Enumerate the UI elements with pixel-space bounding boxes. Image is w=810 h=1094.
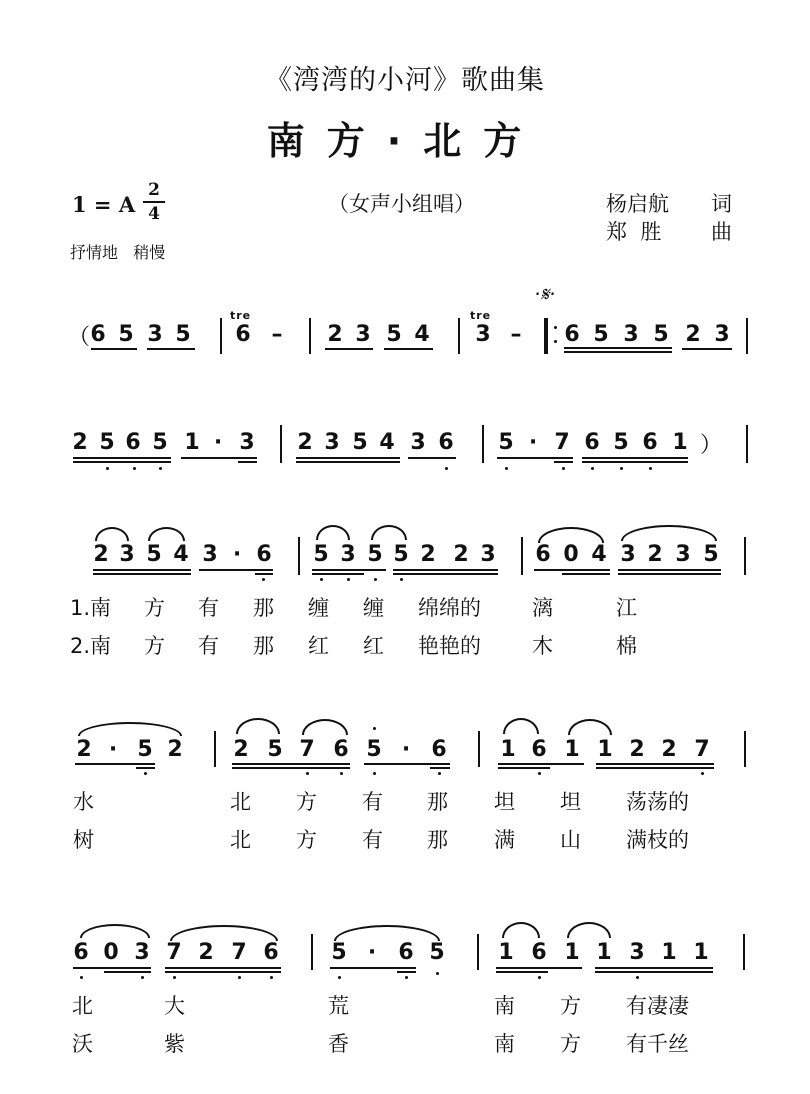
note: 6	[531, 737, 547, 762]
underline	[73, 461, 171, 463]
note: ·	[367, 940, 377, 965]
segno-icon: ·𝄋·	[534, 282, 556, 306]
note: 7	[166, 940, 182, 965]
note: 5	[613, 430, 629, 455]
note: 2	[685, 322, 701, 347]
underline	[595, 967, 713, 969]
low-octave-dot	[649, 467, 652, 470]
bar-line	[311, 934, 313, 970]
lyricist-name: 杨启航	[606, 192, 669, 216]
performance-note: （女声小组唱）	[328, 192, 475, 216]
underline	[554, 461, 573, 463]
underline	[582, 461, 688, 463]
underline	[232, 767, 350, 769]
slur	[568, 719, 612, 735]
note: 3	[480, 542, 496, 567]
note: 3	[475, 322, 491, 347]
time-signature	[143, 180, 165, 224]
note: 2	[661, 737, 677, 762]
underline	[534, 569, 610, 571]
underline	[232, 763, 350, 765]
lyric-verse-2: 2.南	[70, 634, 112, 658]
note: 3	[620, 542, 636, 567]
underline	[181, 457, 257, 459]
underline	[73, 967, 151, 969]
lyric-verse-1: 南	[494, 994, 515, 1018]
tempo-marking: 抒情地 稍慢	[70, 243, 166, 262]
low-octave-dot	[538, 772, 541, 775]
note: 3	[324, 430, 340, 455]
underline	[147, 348, 195, 350]
note: 6	[73, 940, 89, 965]
note: ·	[401, 737, 411, 762]
underline	[582, 457, 688, 459]
lyric-verse-1: 方	[560, 994, 581, 1018]
note: 6	[263, 940, 279, 965]
underline	[596, 763, 714, 765]
bar-line	[521, 537, 523, 575]
collection-title: 《湾湾的小河》歌曲集	[265, 65, 545, 96]
bar-line	[309, 318, 311, 354]
note: 2	[297, 430, 313, 455]
underline	[364, 763, 450, 765]
note: 1	[500, 737, 516, 762]
slur	[621, 525, 717, 541]
lyric-verse-1: 缠	[363, 596, 384, 620]
note: 1	[498, 940, 514, 965]
slur	[567, 922, 611, 938]
underline	[498, 763, 584, 765]
slur	[78, 722, 182, 736]
note: 1	[596, 940, 612, 965]
lyric-verse-2: 方	[144, 634, 165, 658]
slur	[503, 718, 539, 734]
low-octave-dot	[400, 578, 403, 581]
underline	[165, 971, 281, 973]
lyric-verse-1: 北	[230, 790, 251, 814]
note: 3	[147, 322, 163, 347]
bar-line	[482, 425, 484, 463]
time-signature-divider	[143, 201, 165, 203]
composer-name: 郑 胜	[606, 220, 662, 244]
underline	[136, 767, 155, 769]
underline	[104, 971, 151, 973]
cropped-lyric-row	[0, 1028, 810, 1056]
note: 7	[299, 737, 315, 762]
key-signature: 1 = A	[72, 192, 136, 217]
bar-line	[214, 731, 216, 767]
lyric-verse-2: 满枝的	[626, 828, 689, 852]
underline	[618, 573, 721, 575]
note: 6	[333, 737, 349, 762]
lyric-verse-1: 方	[144, 596, 165, 620]
underline	[93, 573, 191, 575]
underline	[384, 348, 433, 350]
trill-mark: tre	[470, 309, 492, 322]
low-octave-dot	[144, 772, 147, 775]
slur	[502, 922, 540, 938]
note: 5	[429, 940, 445, 965]
underline	[73, 457, 171, 459]
high-octave-dot	[373, 727, 376, 730]
low-octave-dot	[340, 772, 343, 775]
bar-line	[746, 425, 748, 463]
composer-role: 曲	[711, 220, 732, 244]
bar-line	[744, 731, 746, 767]
lyric-verse-2: 红	[308, 634, 329, 658]
note: 2	[453, 542, 469, 567]
lyric-verse-1: 那	[427, 790, 448, 814]
note: 5	[352, 430, 368, 455]
underline	[296, 457, 400, 459]
bar-line	[477, 934, 479, 970]
lyric-verse-2: 木	[532, 634, 553, 658]
underline	[682, 348, 732, 350]
note: 5	[137, 737, 153, 762]
lyricist-credit	[606, 188, 732, 218]
note: 6	[90, 322, 106, 347]
note: 4	[379, 430, 395, 455]
lyric-verse-2: 方	[296, 828, 317, 852]
note: 2	[629, 737, 645, 762]
low-octave-dot	[133, 467, 136, 470]
note: 2	[76, 737, 92, 762]
slur	[148, 527, 185, 541]
open-paren: （	[68, 325, 91, 350]
low-octave-dot	[80, 976, 83, 979]
underline	[91, 348, 137, 350]
note: 6	[398, 940, 414, 965]
low-octave-dot	[591, 467, 594, 470]
low-octave-dot	[538, 976, 541, 979]
note: 5	[99, 430, 115, 455]
low-octave-dot	[173, 976, 176, 979]
note: 5	[267, 737, 283, 762]
underline	[75, 763, 155, 765]
note: 3	[410, 430, 426, 455]
slur	[371, 525, 407, 540]
underline	[165, 967, 281, 969]
note: 1	[693, 940, 709, 965]
lyric-verse-2: 有千丝	[626, 1032, 689, 1056]
time-signature-bottom: 4	[148, 204, 160, 224]
note: 3	[340, 542, 356, 567]
low-octave-dot	[262, 578, 265, 581]
underline	[238, 461, 257, 463]
lyricist-role: 词	[711, 192, 732, 216]
low-octave-dot	[306, 772, 309, 775]
lyric-verse-2: 满	[494, 828, 515, 852]
lyric-verse-1: 坦	[560, 790, 581, 814]
lyric-verse-1: 荒	[328, 994, 349, 1018]
slur	[302, 719, 348, 735]
note: 2	[167, 737, 183, 762]
note: 3	[239, 430, 255, 455]
lyric-verse-1: 有	[198, 596, 219, 620]
note: 2	[233, 737, 249, 762]
note: 5	[146, 542, 162, 567]
low-octave-dot	[374, 578, 377, 581]
lyric-verse-2: 棉	[616, 634, 637, 658]
low-octave-dot	[141, 976, 144, 979]
note: 6	[531, 940, 547, 965]
underline	[393, 569, 498, 571]
lyric-verse-2: 方	[560, 1032, 581, 1056]
note: 6	[584, 430, 600, 455]
note: 5	[367, 542, 383, 567]
repeat-start-barline	[544, 318, 548, 354]
note: ·	[108, 737, 118, 762]
note: 3	[629, 940, 645, 965]
bar-line	[746, 318, 748, 354]
slur	[538, 527, 604, 543]
lyric-verse-1: 有	[362, 790, 383, 814]
note: 6	[431, 737, 447, 762]
lyric-verse-2: 香	[328, 1032, 349, 1056]
bar-line	[743, 934, 745, 970]
note: 7	[554, 430, 570, 455]
underline	[397, 971, 416, 973]
bar-line	[478, 731, 480, 767]
underline	[296, 461, 400, 463]
low-octave-dot	[436, 972, 439, 975]
note: 7	[231, 940, 247, 965]
note: 5	[152, 430, 168, 455]
lyric-verse-2: 有	[198, 634, 219, 658]
lyric-verse-1: 漓	[532, 596, 553, 620]
close-paren: ）	[700, 433, 723, 458]
note: 2	[72, 430, 88, 455]
note: 1	[672, 430, 688, 455]
song-title: 南方·北方	[266, 119, 544, 163]
low-octave-dot	[445, 467, 448, 470]
underline	[408, 457, 456, 459]
note: 5	[498, 430, 514, 455]
underline	[430, 767, 450, 769]
repeat-dot	[554, 326, 557, 329]
trill-mark: tre	[230, 309, 252, 322]
note: 7	[694, 737, 710, 762]
rest-dash: –	[271, 322, 283, 347]
note: 5	[386, 322, 402, 347]
bar-line	[280, 425, 282, 463]
low-octave-dot	[405, 976, 408, 979]
lyric-verse-1: 绵绵的	[418, 596, 481, 620]
note: 6	[642, 430, 658, 455]
lyric-verse-2: 树	[73, 828, 94, 852]
low-octave-dot	[701, 772, 704, 775]
lyric-verse-1: 大	[164, 994, 185, 1018]
rest-dash: –	[510, 322, 522, 347]
note: 3	[623, 322, 639, 347]
slur	[80, 924, 150, 938]
lyric-verse-1: 荡荡的	[626, 790, 689, 814]
note: 5	[703, 542, 719, 567]
underline	[595, 971, 713, 973]
low-octave-dot	[505, 467, 508, 470]
note: 2	[93, 542, 109, 567]
bar-line	[458, 318, 460, 354]
underline	[325, 348, 373, 350]
lyric-verse-1: 坦	[494, 790, 515, 814]
lyric-verse-1: 那	[253, 596, 274, 620]
slur	[316, 525, 350, 540]
note: ·	[528, 430, 538, 455]
note: 5	[331, 940, 347, 965]
low-octave-dot	[438, 772, 441, 775]
low-octave-dot	[338, 976, 341, 979]
note: 4	[414, 322, 430, 347]
underline	[564, 351, 672, 353]
bar-line	[220, 318, 222, 354]
note: 3	[714, 322, 730, 347]
lyric-verse-2: 沃	[72, 1032, 93, 1056]
underline	[496, 971, 548, 973]
low-octave-dot	[347, 578, 350, 581]
lyric-verse-2: 有	[362, 828, 383, 852]
lyric-verse-2: 山	[560, 828, 581, 852]
note: 5	[313, 542, 329, 567]
lyric-verse-1: 缠	[308, 596, 329, 620]
low-octave-dot	[106, 467, 109, 470]
note: 1	[564, 737, 580, 762]
note: 6	[256, 542, 272, 567]
underline	[562, 573, 610, 575]
lyric-verse-2: 紫	[164, 1032, 185, 1056]
slur	[334, 925, 440, 941]
underline	[596, 767, 714, 769]
lyric-verse-2: 红	[363, 634, 384, 658]
note: 1	[597, 737, 613, 762]
note: 5	[593, 322, 609, 347]
note: 1	[564, 940, 580, 965]
underline	[497, 457, 573, 459]
underline	[312, 569, 386, 571]
note: ·	[232, 542, 242, 567]
note: 3	[202, 542, 218, 567]
note: 2	[198, 940, 214, 965]
underline	[255, 573, 273, 575]
underline	[330, 967, 416, 969]
note: 0	[563, 542, 579, 567]
note: 5	[393, 542, 409, 567]
note: 3	[119, 542, 135, 567]
note: 5	[118, 322, 134, 347]
low-octave-dot	[620, 467, 623, 470]
lyric-verse-2: 那	[427, 828, 448, 852]
underline	[618, 569, 721, 571]
note: 4	[591, 542, 607, 567]
lyric-verse-1: 江	[616, 596, 637, 620]
low-octave-dot	[373, 772, 376, 775]
lyric-verse-2: 那	[253, 634, 274, 658]
underline	[393, 573, 498, 575]
note: 6	[438, 430, 454, 455]
underline	[93, 569, 191, 571]
low-octave-dot	[562, 467, 565, 470]
repeat-dot	[554, 340, 557, 343]
note: 5	[653, 322, 669, 347]
bar-line	[298, 537, 300, 575]
low-octave-dot	[636, 976, 639, 979]
lyric-verse-1: 水	[73, 790, 94, 814]
lyric-verse-2: 艳艳的	[418, 634, 481, 658]
lyric-verse-2: 南	[494, 1032, 515, 1056]
underline	[496, 967, 582, 969]
note: 6	[564, 322, 580, 347]
note: 4	[173, 542, 189, 567]
note: 1	[661, 940, 677, 965]
lyric-verse-1: 北	[72, 994, 93, 1018]
slur	[95, 527, 129, 541]
note: 6	[235, 322, 251, 347]
time-signature-top: 2	[148, 180, 160, 200]
low-octave-dot	[320, 578, 323, 581]
note: 3	[355, 322, 371, 347]
slur	[236, 718, 280, 734]
composer-credit	[606, 216, 732, 246]
note: 6	[125, 430, 141, 455]
note: 5	[175, 322, 191, 347]
underline	[564, 347, 672, 349]
bar-line	[744, 537, 746, 575]
underline	[312, 573, 364, 575]
underline	[498, 767, 550, 769]
note: 2	[420, 542, 436, 567]
note: ·	[213, 430, 223, 455]
low-octave-dot	[159, 467, 162, 470]
note: 0	[103, 940, 119, 965]
note: 2	[647, 542, 663, 567]
note: 5	[366, 737, 382, 762]
note: 2	[327, 322, 343, 347]
note: 3	[134, 940, 150, 965]
low-octave-dot	[238, 976, 241, 979]
lyric-verse-1: 方	[296, 790, 317, 814]
lyric-verse-1: 有凄凄	[626, 994, 689, 1018]
low-octave-dot	[270, 976, 273, 979]
note: 1	[184, 430, 200, 455]
note: 3	[675, 542, 691, 567]
underline	[199, 569, 273, 571]
lyric-verse-2: 北	[230, 828, 251, 852]
note: 6	[535, 542, 551, 567]
lyric-verse-1: 1.南	[70, 596, 112, 620]
slur	[170, 925, 278, 941]
